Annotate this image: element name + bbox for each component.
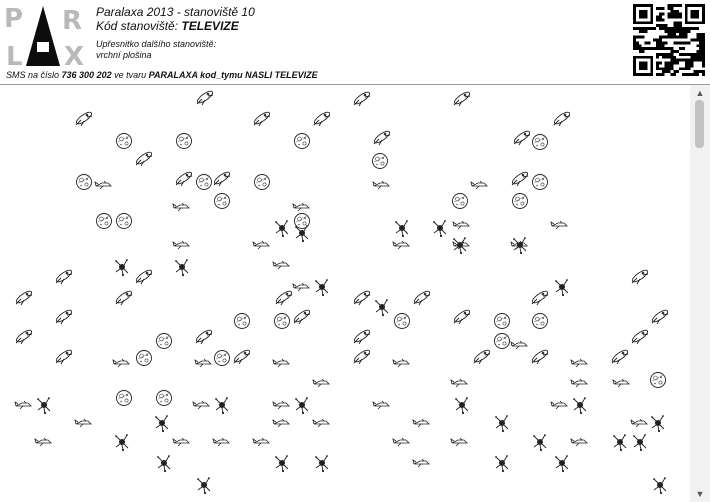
alien-icon (197, 477, 210, 494)
planet-icon (533, 175, 548, 190)
scroll-thumb[interactable] (695, 100, 704, 148)
planet-icon (157, 334, 172, 349)
planet-icon (275, 314, 290, 329)
ship-icon (175, 170, 193, 186)
ship-icon (611, 348, 629, 364)
ship-icon (15, 289, 33, 305)
planet-icon (513, 194, 528, 209)
ship-icon (631, 268, 649, 284)
ship-icon (55, 308, 73, 324)
ship-icon (413, 289, 431, 305)
planet-icon (97, 214, 112, 229)
logo-letter-p: P (4, 4, 24, 34)
plane-icon (613, 379, 629, 387)
planet-icon (177, 134, 192, 149)
plane-icon (313, 419, 329, 427)
plane-icon (273, 401, 289, 409)
scroll-down-button[interactable]: ▼ (695, 489, 705, 499)
hint-line-1: Upřesnitko dalšího stanoviště: (96, 39, 217, 49)
alien-icon (555, 279, 568, 296)
plane-icon (15, 401, 31, 409)
plane-icon (173, 203, 189, 211)
plane-icon (173, 438, 189, 446)
alien-icon (275, 455, 288, 472)
alien-icon (653, 477, 666, 494)
planet-icon (533, 135, 548, 150)
ship-icon (233, 348, 251, 364)
ship-icon (253, 110, 271, 126)
ship-icon (195, 328, 213, 344)
planet-icon (117, 214, 132, 229)
plane-icon (453, 221, 469, 229)
planet-icon (395, 314, 410, 329)
alien-icon (633, 434, 646, 451)
planet-icon (295, 134, 310, 149)
plane-icon (393, 359, 409, 367)
ship-icon (353, 348, 371, 364)
planet-icon (373, 154, 388, 169)
plane-icon (75, 419, 91, 427)
plane-icon (571, 359, 587, 367)
alien-icon (175, 259, 188, 276)
ship-icon (293, 308, 311, 324)
sms-prefix: SMS na číslo (6, 70, 62, 80)
alien-icon (375, 299, 388, 316)
hint-line-2: vrchní plošina (96, 50, 152, 60)
plane-icon (253, 438, 269, 446)
ship-icon (196, 89, 214, 105)
plane-icon (35, 438, 51, 446)
ship-icon (631, 328, 649, 344)
alien-icon (495, 415, 508, 432)
plane-icon (173, 241, 189, 249)
plane-icon (413, 459, 429, 467)
sms-format: PARALAXA kod_tymu NASLI TELEVIZE (148, 70, 318, 80)
alien-icon (495, 455, 508, 472)
ship-icon (313, 110, 331, 126)
alien-icon (315, 455, 328, 472)
sms-instructions (6, 70, 318, 80)
ship-icon (55, 268, 73, 284)
alien-icon (395, 220, 408, 237)
alien-icon (115, 434, 128, 451)
sms-number: 736 300 202 (61, 70, 112, 80)
planet-icon (157, 391, 172, 406)
ship-icon (75, 110, 93, 126)
plane-icon (113, 359, 129, 367)
plane-icon (631, 419, 647, 427)
plane-icon (313, 379, 329, 387)
ship-icon (453, 90, 471, 106)
ship-icon (373, 129, 391, 145)
planet-icon (651, 373, 666, 388)
alien-icon (613, 434, 626, 451)
planet-icon (117, 391, 132, 406)
alien-icon (275, 220, 288, 237)
alien-icon (37, 397, 50, 414)
plane-icon (413, 419, 429, 427)
ship-icon (651, 308, 669, 324)
plane-icon (471, 181, 487, 189)
ship-icon (135, 268, 153, 284)
alien-icon (433, 220, 446, 237)
plane-icon (571, 379, 587, 387)
planet-icon (77, 175, 92, 190)
sms-middle: ve tvaru (111, 70, 149, 80)
plane-icon (95, 181, 111, 189)
logo-letter-r: R (62, 6, 83, 36)
ship-icon (115, 289, 133, 305)
logo-letter-a (26, 6, 60, 66)
ship-icon (513, 129, 531, 145)
plane-icon (193, 401, 209, 409)
plane-icon (273, 359, 289, 367)
ship-icon (531, 348, 549, 364)
alien-icon (315, 279, 328, 296)
alien-icon (533, 434, 546, 451)
plane-icon (511, 341, 527, 349)
planet-icon (255, 175, 270, 190)
page-header (0, 0, 710, 84)
station-info (96, 5, 255, 61)
alien-icon (455, 397, 468, 414)
paralaxa-logo (4, 6, 90, 70)
logo-letter-x: X (64, 42, 85, 72)
space-illustration (0, 85, 690, 502)
plane-icon (373, 401, 389, 409)
vertical-scrollbar[interactable] (690, 85, 710, 502)
planet-icon (215, 194, 230, 209)
planet-icon (235, 314, 250, 329)
ship-icon (453, 308, 471, 324)
station-code (96, 19, 255, 33)
ship-icon (55, 348, 73, 364)
plane-icon (273, 419, 289, 427)
planet-icon (137, 351, 152, 366)
qr-code (633, 4, 705, 76)
planet-icon (197, 175, 212, 190)
plane-icon (571, 438, 587, 446)
alien-icon (115, 259, 128, 276)
plane-icon (393, 438, 409, 446)
alien-icon (155, 415, 168, 432)
planet-icon (453, 194, 468, 209)
station-code-label: Kód stanoviště: (96, 19, 182, 33)
plane-icon (373, 181, 389, 189)
plane-icon (551, 221, 567, 229)
station-code-value: TELEVIZE (181, 19, 239, 33)
ship-icon (213, 170, 231, 186)
ship-icon (353, 289, 371, 305)
plane-icon (213, 438, 229, 446)
ship-icon (353, 90, 371, 106)
planet-icon (495, 314, 510, 329)
ship-icon (275, 289, 293, 305)
logo-letter-a-hole (37, 42, 49, 52)
station-title: Paralaxa 2013 - stanoviště 10 (96, 5, 255, 19)
ship-icon (473, 348, 491, 364)
alien-icon (215, 397, 228, 414)
ship-icon (135, 150, 153, 166)
plane-icon (273, 261, 289, 269)
plane-icon (293, 283, 309, 291)
planet-icon (215, 351, 230, 366)
alien-icon (157, 455, 170, 472)
alien-icon (573, 397, 586, 414)
alien-icon (555, 455, 568, 472)
plane-icon (551, 401, 567, 409)
scroll-up-button[interactable]: ▲ (695, 88, 705, 98)
logo-letter-l: L (6, 42, 23, 72)
alien-icon (295, 397, 308, 414)
ship-icon (553, 110, 571, 126)
plane-icon (393, 241, 409, 249)
ship-icon (511, 170, 529, 186)
planet-icon (495, 334, 510, 349)
plane-icon (253, 241, 269, 249)
plane-icon (451, 379, 467, 387)
next-station-hint (96, 39, 255, 61)
ship-icon (531, 289, 549, 305)
plane-icon (195, 359, 211, 367)
alien-icon (651, 415, 664, 432)
planet-icon (117, 134, 132, 149)
plane-icon (293, 203, 309, 211)
ship-icon (353, 328, 371, 344)
ship-icon (15, 328, 33, 344)
plane-icon (451, 438, 467, 446)
planet-icon (533, 314, 548, 329)
